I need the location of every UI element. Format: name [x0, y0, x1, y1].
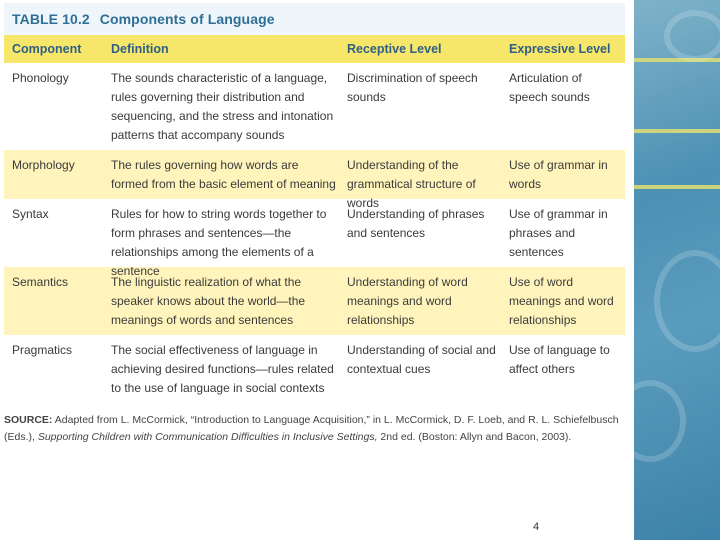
source-edition: 2nd ed. (Boston: Allyn and Bacon, 2003).	[380, 431, 572, 443]
strip-swirl	[654, 250, 720, 352]
cell-definition: The rules governing how words are formed from the basic element of meaning	[111, 158, 336, 191]
cell-component: Phonology	[12, 71, 69, 85]
cell-definition: Rules for how to string words together to form phrases and sentences—the relationships among the elements of a sentence	[111, 207, 327, 278]
table-row	[4, 63, 625, 150]
cell-expressive: Use of language to affect others	[509, 343, 610, 376]
decorative-side-strip	[634, 0, 720, 540]
cell-component: Pragmatics	[12, 343, 73, 357]
cell-definition: The social effectiveness of language in achieving desired functions—rules related to the use of language in social contexts	[111, 343, 334, 395]
table-title-bar	[4, 3, 625, 35]
table-title: Components of Language	[99, 11, 275, 27]
header-component: Component	[12, 42, 82, 56]
cell-receptive: Discrimination of speech sounds	[347, 71, 478, 104]
cell-expressive: Articulation of speech sounds	[509, 71, 590, 104]
table-row	[4, 199, 625, 278]
table-row	[4, 335, 625, 400]
table-row	[4, 150, 625, 210]
source-book-title: Supporting Children with Communication Difficulties in Inclusive Settings,	[37, 431, 378, 443]
table-row	[4, 267, 625, 335]
strip-swirl	[664, 10, 720, 62]
cell-component: Syntax	[12, 207, 49, 221]
cell-receptive: Understanding of phrases and sentences	[347, 207, 485, 240]
table-number: TABLE 10.2	[12, 11, 90, 27]
cell-expressive: Use of grammar in phrases and sentences	[509, 207, 608, 259]
table-header-row	[4, 35, 625, 63]
strip-band	[634, 185, 720, 189]
cell-expressive: Use of grammar in words	[509, 158, 608, 191]
source-citation	[4, 412, 619, 446]
cell-definition: The linguistic realization of what the speaker knows about the world—the meanings of words and sentences	[111, 275, 306, 327]
cell-component: Morphology	[12, 158, 75, 172]
page-number: 4	[533, 521, 540, 533]
cell-receptive: Understanding of the grammatical structure of words	[347, 158, 476, 210]
cell-component: Semantics	[12, 275, 69, 289]
strip-swirl	[634, 380, 686, 462]
header-receptive: Receptive Level	[347, 42, 442, 56]
cell-receptive: Understanding of social and contextual cues	[347, 343, 496, 376]
components-table	[4, 3, 625, 400]
strip-band	[634, 129, 720, 133]
header-expressive: Expressive Level	[509, 42, 611, 56]
cell-definition: The sounds characteristic of a language, rules governing their distribution and sequencing, and the stress and intonation patterns that accompany sounds	[111, 71, 334, 142]
source-label: SOURCE:	[4, 414, 53, 426]
header-definition: Definition	[111, 42, 169, 56]
cell-expressive: Use of word meanings and word relationships	[509, 275, 614, 327]
cell-receptive: Understanding of word meanings and word relationships	[347, 275, 468, 327]
source-text: Adapted from L. McCormick, “Introduction to Language Acquisition,” in L. McCormick, D. F. Loeb, and R. L. Schiefelbusch (Eds.),	[4, 414, 619, 443]
